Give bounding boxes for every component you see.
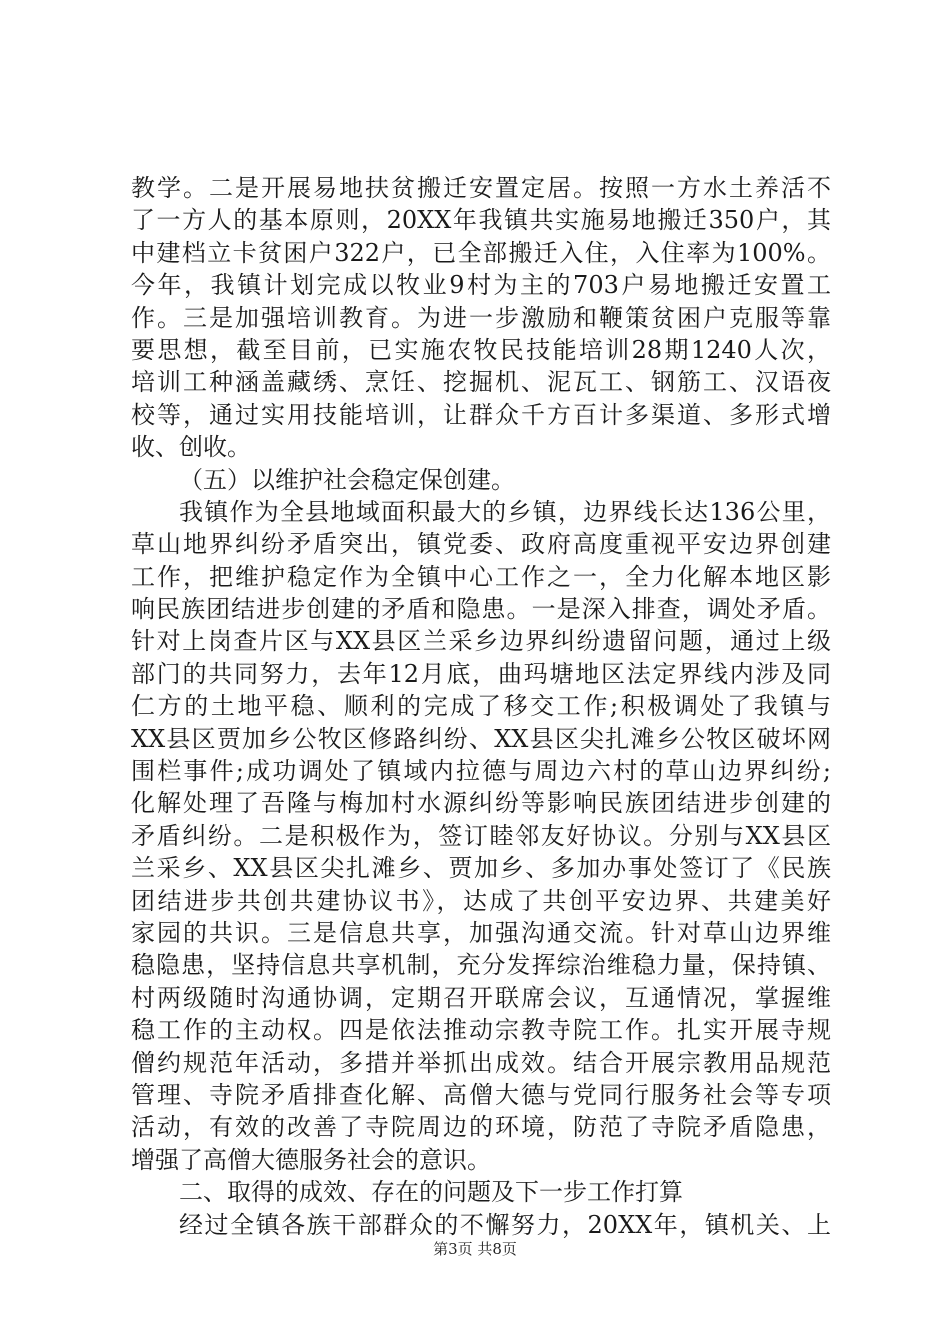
text-line: 稳隐患，坚持信息共享机制，充分发挥综治维稳力量，保持镇、 (131, 951, 831, 980)
text-line: XX县区贾加乡公牧区修路纠纷、XX县区尖扎滩乡公牧区破坏网 (131, 724, 831, 753)
text-line: 要思想，截至目前，已实施农牧民技能培训28期1240人次， (131, 335, 831, 364)
text-line: 活动，有效的改善了寺院周边的环境，防范了寺院矛盾隐患， (131, 1113, 831, 1142)
text-line: 团结进步共创共建协议书》，达成了共创平安边界、共建美好 (131, 886, 831, 915)
text-line: 今年，我镇计划完成以牧业9村为主的703户易地搬迁安置工 (131, 271, 831, 300)
page-footer: 第3页 共8页 (433, 1240, 517, 1258)
text-line: 二、取得的成效、存在的问题及下一步工作打算 (179, 1178, 683, 1207)
text-line: 针对上岗查片区与XX县区兰采乡边界纠纷遗留问题，通过上级 (131, 627, 831, 656)
text-line: 增强了高僧大德服务社会的意识。 (131, 1145, 491, 1174)
text-line: 部门的共同努力，去年12月底，曲玛塘地区法定界线内涉及同 (131, 659, 831, 688)
text-line: 中建档立卡贫困户322户，已全部搬迁入住，入住率为100%。 (131, 238, 831, 267)
text-line: 教学。二是开展易地扶贫搬迁安置定居。按照一方水土养活不 (131, 174, 831, 202)
text-line: 培训工种涵盖藏绣、烹饪、挖掘机、泥瓦工、钢筋工、汉语夜 (131, 368, 831, 397)
body-text (131, 172, 831, 1241)
text-line: 矛盾纠纷。二是积极作为，签订睦邻友好协议。分别与XX县区 (131, 821, 831, 850)
text-line: 稳工作的主动权。四是依法推动宗教寺院工作。扎实开展寺规 (131, 1016, 831, 1045)
text-line: 僧约规范年活动，多措并举抓出成效。结合开展宗教用品规范 (131, 1048, 831, 1077)
text-line: 响民族团结进步创建的矛盾和隐患。一是深入排查，调处矛盾。 (131, 595, 831, 624)
text-line: 围栏事件;成功调处了镇域内拉德与周边六村的草山边界纠纷; (131, 757, 831, 786)
text-line: 管理、寺院矛盾排查化解、高僧大德与党同行服务社会等专项 (131, 1080, 831, 1109)
text-line: 我镇作为全县地域面积最大的乡镇，边界线长达136公里， (179, 497, 831, 526)
text-line: 经过全镇各族干部群众的不懈努力，20XX年，镇机关、上 (179, 1210, 831, 1239)
text-line: 化解处理了吾隆与梅加村水源纠纷等影响民族团结进步创建的 (131, 789, 831, 818)
text-line: 兰采乡、XX县区尖扎滩乡、贾加乡、多加办事处签订了《民族 (131, 854, 831, 883)
text-line: 作。三是加强培训教育。为进一步激励和鞭策贫困户克服等靠 (131, 303, 831, 332)
text-line: 了一方人的基本原则，20XX年我镇共实施易地搬迁350户，其 (131, 206, 831, 235)
text-line: 家园的共识。三是信息共享，加强沟通交流。针对草山边界维 (131, 918, 831, 947)
text-line: 收、创收。 (131, 433, 251, 462)
text-line: 校等，通过实用技能培训，让群众千方百计多渠道、多形式增 (131, 400, 831, 429)
text-line: （五）以维护社会稳定保创建。 (179, 465, 515, 494)
text-line: 草山地界纠纷矛盾突出，镇党委、政府高度重视平安边界创建 (131, 530, 831, 559)
text-line: 工作，把维护稳定作为全镇中心工作之一，全力化解本地区影 (131, 562, 831, 591)
text-line: 仁方的土地平稳、顺利的完成了移交工作;积极调处了我镇与 (131, 692, 831, 721)
text-line: 村两级随时沟通协调，定期召开联席会议，互通情况，掌握维 (131, 983, 831, 1012)
